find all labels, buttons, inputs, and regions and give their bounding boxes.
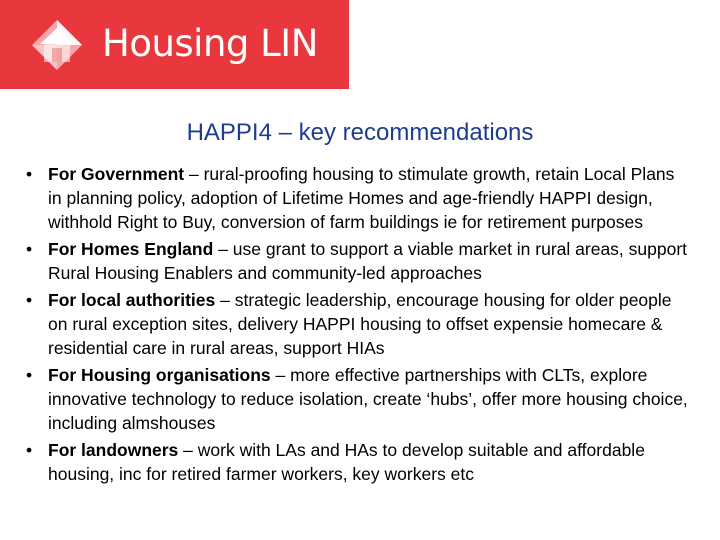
bullet-dot: • xyxy=(26,290,33,310)
bullet-lead: For Housing organisations xyxy=(48,365,271,385)
bullet-lead: For landowners xyxy=(48,440,179,460)
bullet-dot: • xyxy=(26,440,33,460)
list-item xyxy=(22,162,692,234)
bullet-text: – more effective partnerships with CLTs, explore innovative technology to reduce isolation, create ‘hubs’, offer more housing choice, including almshouses xyxy=(48,365,688,433)
bullet-text: – rural-proofing housing to stimulate growth, retain Local Plans in planning policy, adoption of Lifetime Homes and age-friendly HAPPI design, withhold Right to Buy, conversion of farm buildings ie for retirement purposes xyxy=(48,164,675,232)
bullet-text: – use grant to support a viable market in rural areas, support Rural Housing Enablers and community-led approaches xyxy=(48,239,688,283)
house-diamond-icon xyxy=(30,18,84,72)
logo-text: Housing LIN xyxy=(102,22,318,65)
bullet-text: – strategic leadership, encourage housing for older people on rural exception sites, delivery HAPPI housing to offset expensie homecare & residential care in rural areas, support HIAs xyxy=(48,290,672,358)
logo-banner xyxy=(0,0,349,89)
recommendation-list xyxy=(22,162,692,489)
bullet-dot: • xyxy=(26,365,33,385)
list-item xyxy=(22,288,692,360)
bullet-lead: For Homes England xyxy=(48,239,214,259)
bullet-text: – work with LAs and HAs to develop suitable and affordable housing, inc for retired farmer workers, key workers etc xyxy=(48,440,645,484)
bullet-lead: For local authorities xyxy=(48,290,216,310)
bullet-lead: For Government xyxy=(48,164,185,184)
bullet-dot: • xyxy=(26,164,33,184)
page-title xyxy=(0,118,720,148)
list-item xyxy=(22,363,692,435)
bullet-dot: • xyxy=(26,239,33,259)
list-item xyxy=(22,237,692,285)
page-title-text: HAPPI4 – key recommendations xyxy=(186,119,534,146)
list-item xyxy=(22,438,692,486)
